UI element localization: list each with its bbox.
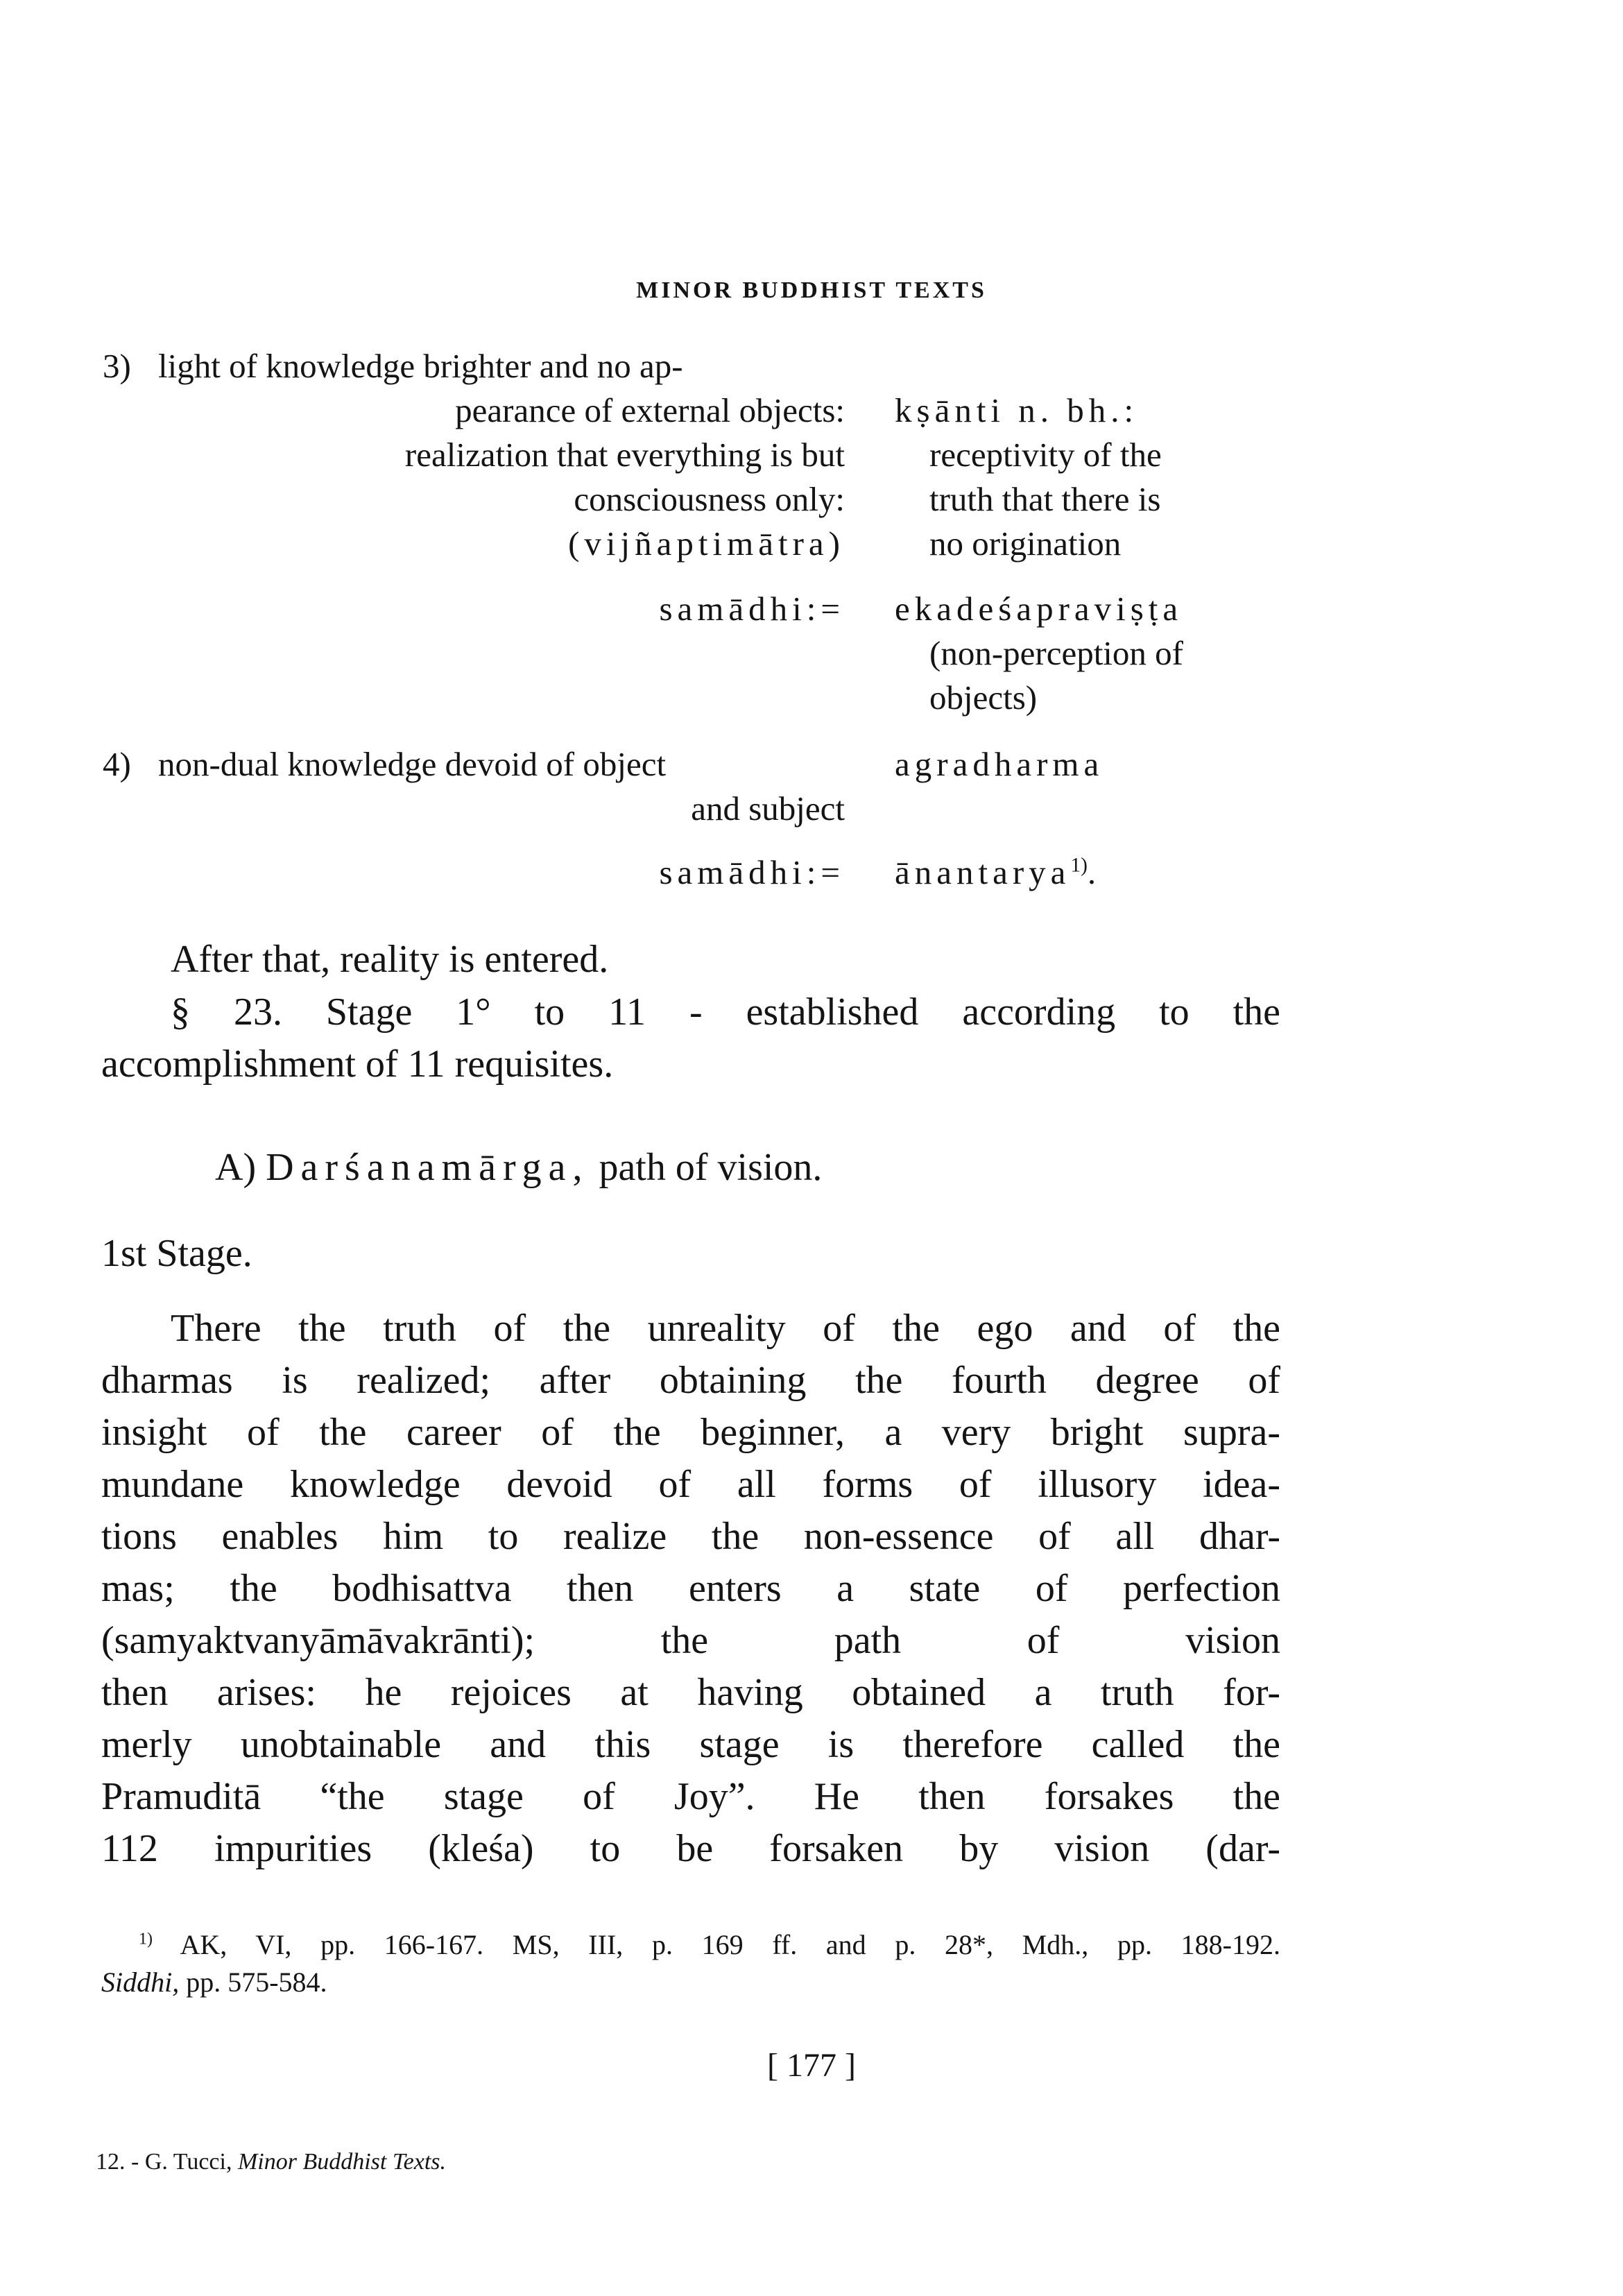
paragraph-line: mundane knowledge devoid of all forms of illusory idea- [101,1463,1280,1506]
section-23-line: accomplishment of 11 requisites. [101,1043,614,1086]
darsanamarga-term: Darśanamārga, [266,1146,590,1189]
siddhi-title: Siddhi, [101,1967,180,1998]
stage-heading: 1st Stage. [101,1232,252,1275]
section-23-line: § 23. Stage 1° to 11 - established according to the [171,991,1280,1034]
item-3-right-line: truth that there is [929,480,1161,518]
samadhi-a-gloss: (non-perception of [929,634,1183,672]
footnote-line-2 [101,1964,327,2001]
anantarya-term: ānantarya [895,853,1071,891]
paragraph-line: insight of the career of the beginner, a very bright supra- [101,1411,1280,1454]
item-3-left-line: realization that everything is but [404,436,845,474]
paragraph-line: mas; the bodhisattva then enters a state of perfection [101,1567,1280,1610]
paragraph-line: dharmas is realized; after obtaining the fourth degree of [101,1359,1280,1402]
item-4-left-line: and subject [691,789,845,828]
item-3-right-line: receptivity of the [929,436,1162,474]
signature-text: 12. - G. Tucci, [96,2149,232,2175]
footnote-text: AK, VI, pp. 166-167. MS, III, p. 169 ff. and p. 28*, Mdh., pp. 188-192. [180,1929,1280,1960]
paragraph-line: merly unobtainable and this stage is therefore called the [101,1723,1280,1766]
paragraph-line: 112 impurities (kleśa) to be forsaken by vision (dar- [101,1827,1280,1870]
paragraph-line: (samyaktvanyāmāvakrānti); the path of vision [101,1619,1280,1662]
paragraph-line: tions enables him to realize the non-essence of all dhar- [101,1515,1280,1558]
agradharma-term: agradharma [895,745,1104,783]
footnote-mark: 1) [139,1930,153,1948]
page-number: [ 177 ] [767,2047,856,2084]
subheading [215,1142,822,1194]
footnote-pages: pp. 575-584. [186,1967,327,1998]
samadhi-label-b: samādhi:= [659,853,845,891]
item-3-left-line: light of knowledge brighter and no ap- [158,347,683,385]
footnote-ref: 1) [1070,854,1088,877]
item-3-left-line: consciousness only: [574,480,845,518]
signature-title: Minor Buddhist Texts. [237,2149,447,2175]
item-3-left-line-term: (vijñaptimātra) [568,524,845,563]
footnote-line [139,1927,1280,1963]
item-4-number: 4) [103,745,131,783]
item-3-left-line: pearance of external objects: [455,391,845,429]
item-4-left-line: non-dual knowledge devoid of object [158,745,667,783]
samadhi-label-a: samādhi:= [659,590,845,628]
samadhi-a-gloss: objects) [929,678,1038,717]
anantarya-period: . [1087,853,1097,891]
subheading-prefix: A) [215,1146,257,1189]
subheading-text: path of vision. [599,1146,823,1189]
item-3-right-line: no origination [929,524,1122,563]
paragraph-line: then arises: he rejoices at having obtained a truth for- [101,1671,1280,1714]
running-head: MINOR BUDDHIST TEXTS [636,277,987,303]
after-text: After that, reality is entered. [171,938,609,981]
item-3-number: 3) [103,347,131,385]
signature-line [96,2149,446,2175]
ksanti-term: kṣānti n. bh.: [895,391,1139,429]
anantarya-line [895,850,1096,895]
paragraph-line: There the truth of the unreality of the ego and of the [171,1307,1280,1350]
paragraph-line: Pramuditā “the stage of Joy”. He then forsakes the [101,1775,1280,1818]
ekadesa-term: ekadeśapraviṣṭa [895,590,1183,628]
